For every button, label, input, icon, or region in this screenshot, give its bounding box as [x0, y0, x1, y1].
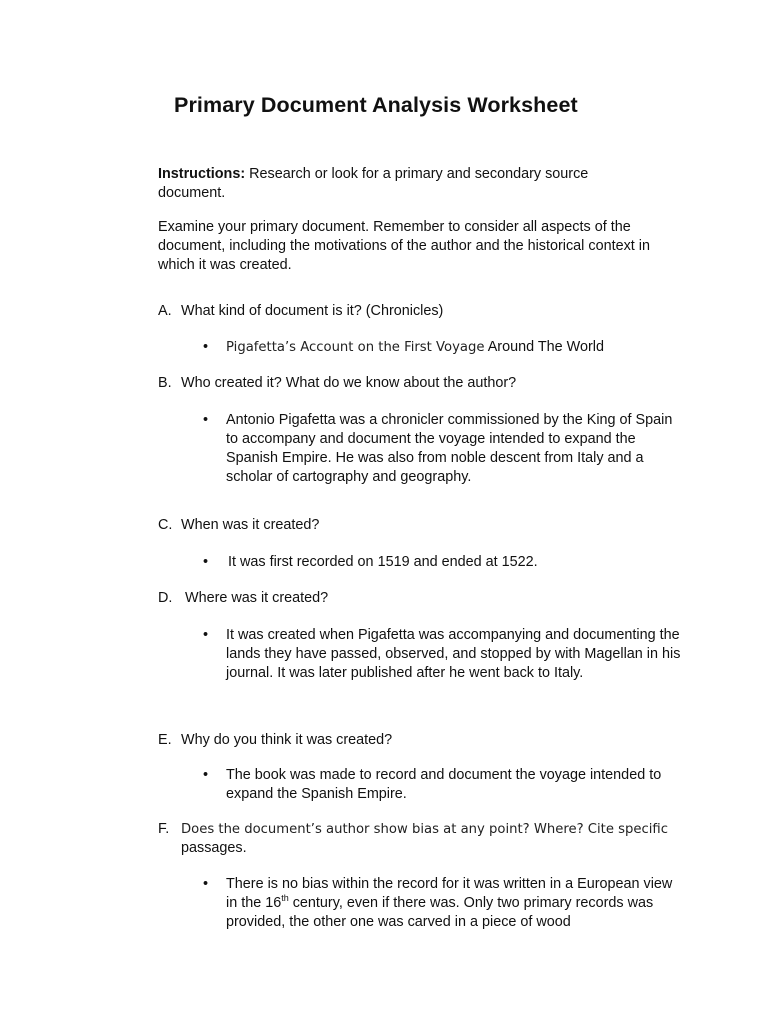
question-letter: B. [158, 375, 172, 391]
question-letter: E. [158, 732, 172, 748]
question-text-part1: Does the document’s author show bias at any point? Where? Cite specific [181, 822, 668, 837]
question-letter: F. [158, 821, 170, 837]
answer-b [203, 411, 683, 487]
answer-title-part: Pigafetta’s Account on the First Voyage [226, 340, 485, 355]
bullet-icon: • [203, 412, 209, 428]
answer-f [203, 875, 683, 932]
question-text: Who created it? What do we know about the author? [181, 375, 517, 391]
question-text-part2: passages. [181, 840, 247, 856]
question-f [158, 820, 688, 858]
question-c [158, 516, 688, 535]
instructions-label: Instructions: [158, 166, 246, 182]
answer-text: It was created when Pigafetta was accompanying and documenting the lands they have passed, observed, and stopped by with Magellan in his journal. It was later published after he went back to Italy. [226, 627, 681, 681]
answer-a [203, 338, 683, 357]
question-text: When was it created? [181, 517, 320, 533]
question-letter: D. [158, 590, 173, 606]
answer-text: The book was made to record and document the voyage intended to expand the Spanish Empire. [226, 767, 662, 802]
bullet-icon: • [203, 554, 209, 570]
bullet-icon: • [203, 339, 209, 355]
answer-text [226, 338, 683, 357]
answer-d [203, 626, 683, 683]
instructions-paragraph [158, 165, 658, 203]
page-title: Primary Document Analysis Worksheet [174, 93, 578, 117]
bullet-icon: • [203, 876, 209, 892]
answer-e [203, 766, 683, 804]
answer-text [226, 875, 681, 932]
bullet-icon: • [203, 627, 209, 643]
answer-c [203, 553, 683, 572]
question-d [158, 589, 688, 608]
examine-paragraph: Examine your primary document. Remember to consider all aspects of the document, including the motivations of the author and the historical context in which it was created. [158, 219, 650, 273]
question-text [181, 820, 688, 858]
answer-title-rest: Around The World [484, 339, 604, 355]
bullet-icon: • [203, 767, 209, 783]
question-a [158, 302, 688, 321]
question-e [158, 731, 688, 750]
answer-text-part2: century, even if there was. Only two primary records was provided, the other one was carved in a piece of wood [226, 895, 654, 930]
question-letter: A. [158, 303, 172, 319]
answer-superscript: th [281, 893, 289, 904]
question-text: What kind of document is it? (Chronicles) [181, 303, 444, 319]
instructions-text: Research or look for a primary and secondary source document. [158, 166, 589, 201]
answer-text-part1: There is no bias within the record for it was written in a European view in the 16 [226, 876, 673, 911]
question-b [158, 374, 688, 393]
question-text: Why do you think it was created? [181, 732, 393, 748]
answer-text: Antonio Pigafetta was a chronicler commissioned by the King of Spain to accompany and document the voyage intended to expand the Spanish Empire. He was also from noble descent from Italy and a scholar of cartography and geography. [226, 412, 673, 485]
answer-text: It was first recorded on 1519 and ended at 1522. [228, 554, 538, 570]
question-letter: C. [158, 517, 173, 533]
question-text: Where was it created? [185, 590, 329, 606]
